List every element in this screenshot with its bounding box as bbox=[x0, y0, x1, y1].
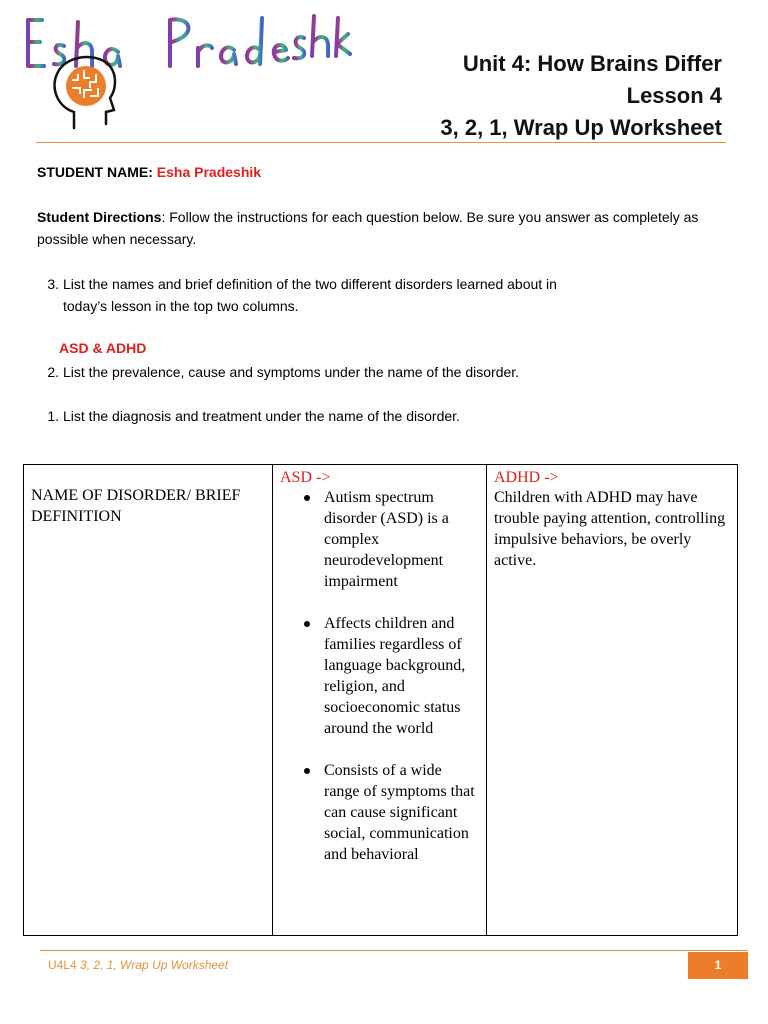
row-label-cell bbox=[24, 465, 273, 936]
adhd-definition: Children with ADHD may have trouble paying attention, controlling impulsive behaviors, be overly active. bbox=[494, 489, 726, 569]
table-row bbox=[24, 465, 738, 936]
brain-head-logo-icon bbox=[44, 50, 124, 130]
unit-title: Unit 4: How Brains Differ bbox=[462, 51, 722, 76]
question-3 bbox=[37, 273, 727, 317]
worksheet-title: 3, 2, 1, Wrap Up Worksheet bbox=[440, 115, 722, 140]
footer-code: U4L4 bbox=[48, 958, 77, 972]
asd-header: ASD -> bbox=[280, 469, 331, 486]
student-directions bbox=[37, 206, 717, 250]
question-text: List the diagnosis and treatment under the name of the disorder. bbox=[63, 408, 460, 424]
question-number: 2. bbox=[47, 364, 59, 380]
lesson-title: Lesson 4 bbox=[626, 83, 722, 108]
page-number-badge: 1 bbox=[688, 952, 748, 979]
footer-divider bbox=[40, 950, 748, 951]
disorders-answer: ASD & ADHD bbox=[59, 340, 147, 356]
question-number: 1. bbox=[47, 408, 59, 424]
question-text: List the names and brief definition of the two different disorders learned about in bbox=[63, 276, 557, 292]
header-divider bbox=[36, 142, 726, 143]
list-item: Autism spectrum disorder (ASD) is a complex neurodevelopment impairment bbox=[324, 487, 480, 592]
asd-bullet-list bbox=[273, 487, 486, 865]
student-name-line bbox=[37, 164, 261, 180]
student-name-value: Esha Pradeshik bbox=[156, 164, 262, 180]
title-block bbox=[440, 48, 722, 144]
question-number: 3. bbox=[47, 276, 59, 292]
directions-text: : Follow the instructions for each question below. Be sure you answer as completely as possible when necessary. bbox=[37, 209, 699, 247]
question-1 bbox=[37, 405, 727, 427]
question-2 bbox=[37, 361, 727, 383]
asd-cell bbox=[273, 465, 487, 936]
student-name-label: STUDENT NAME: bbox=[37, 164, 153, 180]
directions-label: Student Directions bbox=[37, 209, 162, 225]
row-label: NAME OF DISORDER/ BRIEF DEFINITION bbox=[31, 487, 241, 525]
footer-text bbox=[48, 958, 228, 972]
adhd-header: ADHD -> bbox=[494, 469, 559, 486]
question-text-continued: today’s lesson in the top two columns. bbox=[63, 298, 299, 314]
question-text: List the prevalence, cause and symptoms under the name of the disorder. bbox=[63, 364, 520, 380]
list-item: Affects children and families regardless of language background, religion, and socioeconomic status around the world bbox=[324, 613, 480, 739]
disorder-table bbox=[23, 464, 738, 936]
adhd-cell bbox=[487, 465, 738, 936]
footer-title: 3, 2, 1, Wrap Up Worksheet bbox=[80, 958, 229, 972]
list-item: Consists of a wide range of symptoms that can cause significant social, communication and behavioral bbox=[324, 760, 480, 865]
